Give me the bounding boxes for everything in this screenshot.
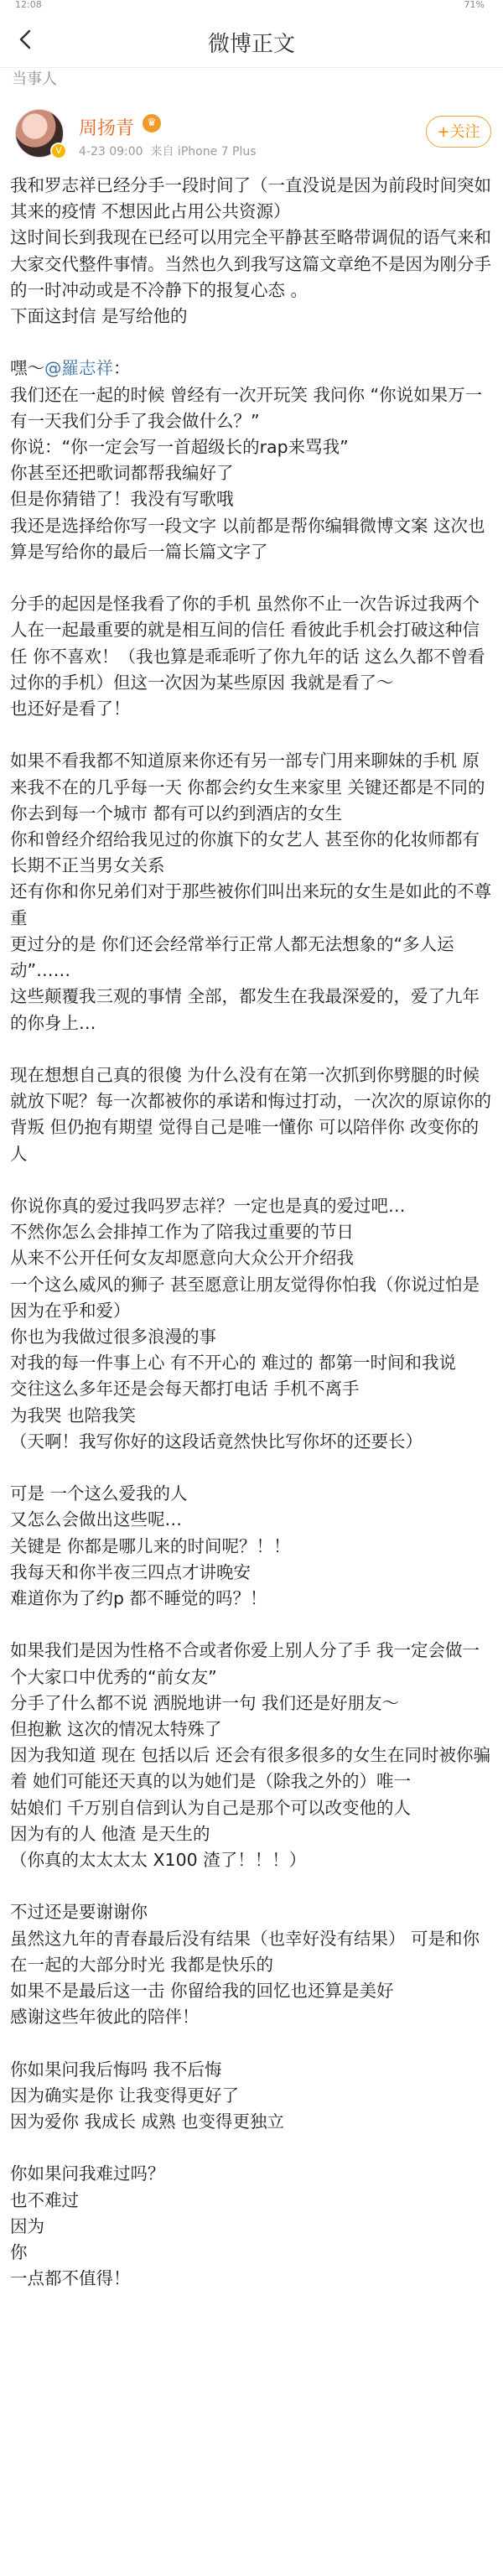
status-bar [0,0,503,10]
author-name[interactable]: 周扬青 [79,118,135,139]
mention-link[interactable]: @羅志祥 [44,358,113,379]
post-source: 来自 iPhone 7 Plus [150,145,257,158]
post-time: 4-23 09:00 [79,145,143,158]
nav-bar [0,12,503,68]
post-body [10,173,493,2292]
section-label: 当事人 [12,70,57,88]
vip-crown-icon: ♛ [143,114,161,132]
post-header [0,94,503,166]
verified-v-icon: V [50,143,67,159]
post-body-main: ： 我们还在一起的时候 曾经有一次开玩笑 我问你 “你说如果万一有一天我们分手了我会做什么？” 你说：“你一定会写一首超级长的rap来骂我” 你甚至还把歌词都帮我编好了 但是你猜错了！我没有写歌哦 我还是选择给你写一段文字 以前都是帮你编辑微博文案 这次也算是写给你的最后一篇长篇文字了 分手的起因是怪我看了你的手机 虽然你不止一次告诉过我两个人在一起最重要的就是相互间的信任 看彼此手机会打破这种信任 你不喜欢！（我也算是乖乖听了你九年的话 这么久都不曾看过你的手机）但这一次因为某些原因 我就是看了～ 也还好是看了！ 如果不看我都不知道原来你还有另一部专门用来聊妹的手机 原来我不在的几乎每一天 你都会约女生来家里 关键还都是不同的 你去到每一个城市 都有可以约到酒店的女生 你和曾经介绍给我见过的你旗下的女艺人 甚至你的化妆师都有长期不正当男女关系 还有你和你兄弟们对于那些被你们叫出来玩的女生是如此的不尊重 更过分的是 你们还会经常举行正常人都无法想象的“多人运动”…… 这些颠覆我三观的事情 全部，都发生在我最深爱的，爱了九年的你身上… 现在想想自己真的很傻 为什么没有在第一次抓到你劈腿的时候就放下呢？每一次都被你的承诺和悔过打动，一次次的原谅你的背叛 但仍抱有期望 觉得自己是唯一懂你 可以陪伴你 改变你的人 你说你真的爱过我吗罗志祥？一定也是真的爱过吧… 不然你怎么会排掉工作为了陪我过重要的节日 从来不公开任何女友却愿意向大众公开介绍我 一个这么威风的狮子 甚至愿意让朋友觉得你怕我（你说过怕是因为在乎和爱） 你也为我做过很多浪漫的事 对我的每一件事上心 有不开心的 难过的 都第一时间和我说 交往这么多年还是会每天都打电话 手机不离手 为我哭 也陪我笑 （天啊！我写你好的这段话竟然快比写你坏的还要长） 可是 一个这么爱我的人 又怎么会做出这些呢… 关键是 你都是哪儿来的时间呢？！！ 我每天和你半夜三四点才讲晚安 难道你为了约p 都不睡觉的吗？！ 如果我们是因为性格不合或者你爱上别人分了手 我一定会做一个大家口中优秀的“前女友” 分手了什么都不说 洒脱地讲一句 我们还是好朋友～ 但抱歉 这次的情况太特殊了 因为我知道 现在 包括以后 还会有很多很多的女生在同时被你骗着 她们可能还天真的以为她们是（除我之外的）唯一 姑娘们 千万别自信到认为自己是那个可以改变他的人 因为有的人 他渣 是天生的 （你真的太太太太 X100 渣了！！！） 不过还是要谢谢你 虽然这九年的青春最后没有结果（也幸好没有结果） 可是和你在一起的大部分时光 我都是快乐的 如果不是最后这一击 你留给我的回忆也还算是美好 感谢这些年彼此的陪伴！ 你如果问我后悔吗 我不后悔 因为确实是你 让我变得更好了 因为爱你 我成长 成熟 也变得更独立 你如果问我难过吗？ 也不难过 因为 你 一点都不值得！ [10,358,491,2289]
status-battery: 71% [464,0,485,10]
page-title: 微博正文 [207,32,295,57]
follow-button[interactable]: +关注 [426,116,491,148]
post-meta [79,143,257,159]
status-time: 12:08 [15,0,42,10]
post-body-intro: 我和罗志祥已经分手一段时间了（一直没说是因为前段时间突如其来的疫情 不想因此占用公共资源） 这时间长到我现在已经可以用完全平静甚至略带调侃的语气来和大家交代整件事情。当然也久到我写这篇文章绝不是因为刚分手的一时冲动或是不冷静下的报复心态 。 下面这封信 是写给他的 嘿～ [10,175,491,379]
